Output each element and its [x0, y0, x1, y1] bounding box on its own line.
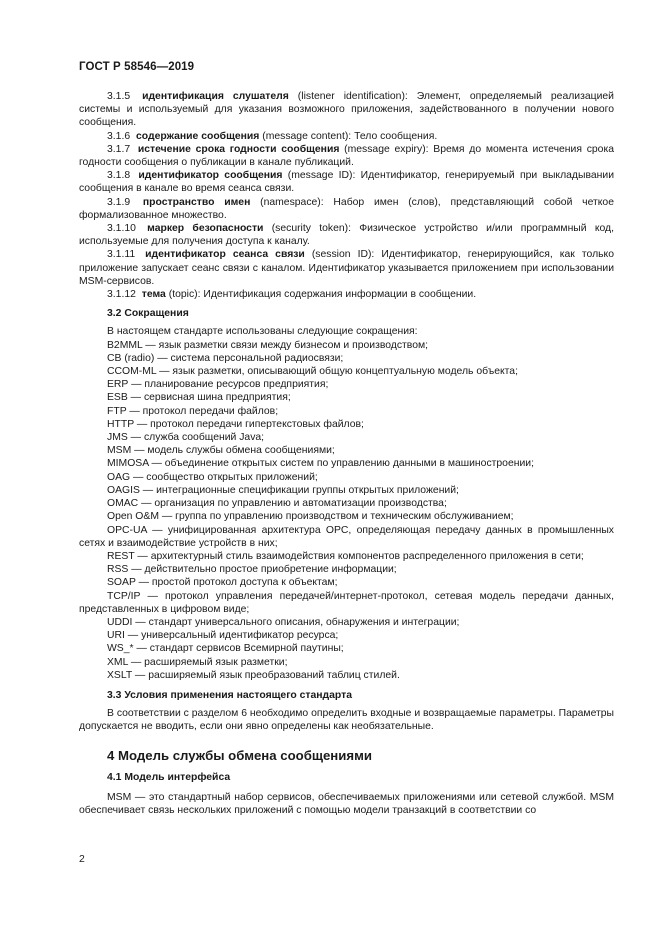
page-number: 2	[79, 854, 85, 865]
abbreviation-item	[79, 497, 614, 510]
abbreviation-definition: — язык разметки, описывающий общую концептуальную модель объекта;	[156, 366, 518, 378]
term-number: 3.1.9	[107, 196, 131, 208]
term-number: 3.1.10	[107, 223, 136, 235]
term-definition: (topic): Идентификация содержания информации в сообщении.	[165, 289, 477, 301]
abbreviation-definition: — стандарт универсального описания, обнаружения и интеграции;	[132, 616, 460, 628]
term-entry	[79, 143, 614, 169]
term-definition: (security token): Физическое устройство и/или программный код, используемые для получения доступа к каналу.	[79, 223, 614, 248]
abbreviation-code: ERP	[107, 379, 129, 391]
abbreviation-definition: — система персональной радиосвязи;	[154, 352, 344, 364]
section-4-1-paragraph: MSM — это стандартный набор сервисов, обеспечиваемых приложениями или сетевой службой. MSM обеспечивает связь нескольких приложений с помощью модели транзакций в соответствии со	[79, 791, 614, 816]
document-header: ГОСТ Р 58546—2019	[79, 61, 195, 73]
abbreviation-item	[79, 510, 614, 523]
abbreviation-code: UDDI	[107, 616, 133, 628]
abbreviation-item	[79, 352, 614, 365]
term-definition: (listener identification): Элемент, определяемый реализацией системы и используемый для указания возможного приложения, задействованного в получении нового сообщения.	[79, 91, 614, 129]
abbreviation-code: HTTP	[107, 418, 134, 430]
abbreviation-item	[79, 616, 614, 629]
abbreviation-code: MSM	[107, 445, 132, 457]
abbreviation-item	[79, 656, 614, 669]
term-definition: (session ID): Идентификатор, генерирующийся, как только приложение запускает сеанс связи с каналом. Идентификатор указывается приложением при использовании MSM-сервисов.	[79, 249, 614, 287]
abbreviation-definition: — интеграционные спецификации группы открытых приложений;	[139, 484, 459, 496]
abbreviation-item	[79, 629, 614, 642]
abbreviation-definition: — сервисная шина предприятия;	[127, 392, 291, 404]
terms-list	[79, 90, 614, 301]
section-heading-3-3: 3.3 Условия применения настоящего стандарта	[107, 689, 353, 701]
abbreviation-code: SOAP	[107, 577, 136, 589]
abbreviation-definition: — планирование ресурсов предприятия;	[128, 379, 329, 391]
term-name: идентификатор сообщения	[138, 170, 283, 182]
term-number: 3.1.6	[107, 130, 131, 142]
abbreviation-code: XML	[107, 656, 128, 668]
abbreviation-definition: — организация по управлению и автоматизации производства;	[138, 498, 447, 510]
abbreviation-definition: — модель службы обмена сообщениями;	[131, 445, 335, 457]
term-name: маркер безопасности	[147, 223, 264, 235]
abbreviation-code: XSLT	[107, 669, 133, 681]
abbreviation-code: OPC-UA	[107, 524, 147, 536]
abbreviation-definition: — действительно простое приобретение информации;	[128, 564, 397, 576]
term-entry	[79, 196, 614, 222]
abbreviation-definition: — протокол передачи гипертекстовых файлов;	[133, 418, 364, 430]
abbreviation-item	[79, 444, 614, 457]
abbreviation-code: OMAC	[107, 498, 139, 510]
term-entry	[79, 90, 614, 130]
term-name: идентификатор сеанса связи	[145, 249, 305, 261]
abbreviation-definition: — архитектурный стиль взаимодействия компонентов распределенного приложения в сети;	[134, 550, 584, 562]
abbreviation-definition: — стандарт сервисов Всемирной паутины;	[133, 643, 344, 655]
abbreviation-item	[79, 405, 614, 418]
abbreviation-definition: — унифицированная архитектура OPC, определяющая передачу данных в промышленных сетях и взаимодействие устройств в них;	[79, 524, 614, 549]
abbreviations-intro: В настоящем стандарте использованы следующие сокращения:	[107, 326, 418, 338]
term-name: тема	[141, 289, 166, 301]
term-entry	[79, 169, 614, 195]
abbreviation-item	[79, 365, 614, 378]
abbreviation-definition: — расширяемый язык разметки;	[127, 656, 288, 668]
abbreviation-item	[79, 563, 614, 576]
abbreviation-item	[79, 391, 614, 404]
abbreviation-item	[79, 457, 614, 470]
abbreviation-definition: — служба сообщений Java;	[127, 432, 265, 444]
abbreviation-code: WS_*	[107, 643, 134, 655]
abbreviation-code: URI	[107, 630, 125, 642]
abbreviation-code: REST	[107, 550, 135, 562]
abbreviation-item	[79, 524, 614, 550]
term-entry	[79, 288, 614, 301]
section-3-3-paragraph: В соответствии с разделом 6 необходимо определить входные и возвращаемые параметры. Параметры допускается не вводить, если они явно определены как необязательные.	[79, 708, 615, 733]
abbreviation-code: FTP	[107, 405, 127, 417]
abbreviation-code: ESB	[107, 392, 128, 404]
term-number: 3.1.11	[107, 249, 136, 261]
abbreviation-code: RSS	[107, 564, 129, 576]
abbreviation-code: Open O&M	[107, 511, 159, 523]
term-number: 3.1.8	[107, 170, 131, 182]
term-name: содержание сообщения	[136, 130, 260, 142]
term-entry	[79, 222, 614, 248]
abbreviation-code: MIMOSA	[107, 458, 149, 470]
term-definition: (namespace): Набор имен (слов), представляющий собой четкое формализованное множество.	[79, 196, 614, 221]
abbreviation-code: CB (radio)	[107, 352, 155, 364]
abbreviation-item	[79, 378, 614, 391]
abbreviation-definition: — объединение открытых систем по управлению данными в машиностроении;	[148, 458, 534, 470]
abbreviation-definition: — сообщество открытых приложений;	[130, 471, 318, 483]
abbreviation-item	[79, 431, 614, 444]
section-heading-4-1: 4.1 Модель интерфейса	[107, 771, 231, 783]
abbreviation-definition: — простой протокол доступа к объектам;	[135, 577, 338, 589]
term-definition: (message content): Тело сообщения.	[259, 130, 438, 142]
term-name: идентификация слушателя	[142, 91, 289, 102]
abbreviation-definition: — язык разметки связи между бизнесом и производством;	[142, 339, 429, 351]
term-name: пространство имен	[142, 196, 251, 208]
abbreviation-definition: — расширяемый язык преобразований таблиц стилей.	[132, 669, 400, 681]
term-definition: (message expiry): Время до момента истечения срока годности сообщения о публикации в канале публикаций.	[79, 143, 615, 169]
abbreviation-code: B2MML	[107, 339, 143, 351]
term-entry	[79, 248, 614, 288]
abbreviation-code: JMS	[107, 432, 128, 444]
abbreviation-code: OAG	[107, 471, 131, 483]
term-number: 3.1.5	[107, 91, 131, 102]
term-entry	[79, 130, 614, 143]
abbreviation-code: CCOM-ML	[107, 366, 157, 378]
abbreviation-definition: — протокол управления передачей/интернет-протокол, сетевая модель передачи данных, представленных в цифровом виде;	[79, 590, 614, 615]
abbreviation-item	[79, 590, 614, 616]
term-name: истечение срока годности сообщения	[137, 143, 340, 155]
abbreviation-item	[79, 418, 614, 431]
page-content	[79, 90, 614, 817]
abbreviation-definition: — группа по управлению производством и техническим обслуживанием;	[158, 511, 514, 523]
term-number: 3.1.7	[107, 143, 131, 155]
abbreviation-item	[79, 339, 614, 352]
term-number: 3.1.12	[107, 289, 136, 301]
abbreviation-item	[79, 576, 614, 589]
abbreviation-item	[79, 669, 614, 682]
abbreviation-item	[79, 471, 614, 484]
section-heading-3-2: 3.2 Сокращения	[107, 308, 189, 320]
abbreviation-code: TCP/IP	[107, 590, 141, 602]
term-definition: (message ID): Идентификатор, генерируемый при выкладывании сообщения в канале во время сеанса связи.	[79, 170, 614, 195]
section-heading-4: 4 Модель службы обмена сообщениями	[107, 747, 372, 763]
abbreviation-item	[79, 550, 614, 563]
abbreviation-code: OAGIS	[107, 484, 140, 496]
abbreviation-item	[79, 642, 614, 655]
abbreviations-list	[79, 339, 614, 682]
abbreviation-item	[79, 484, 614, 497]
abbreviation-definition: — протокол передачи файлов;	[126, 405, 279, 417]
abbreviation-definition: — универсальный идентификатор ресурса;	[124, 630, 339, 642]
